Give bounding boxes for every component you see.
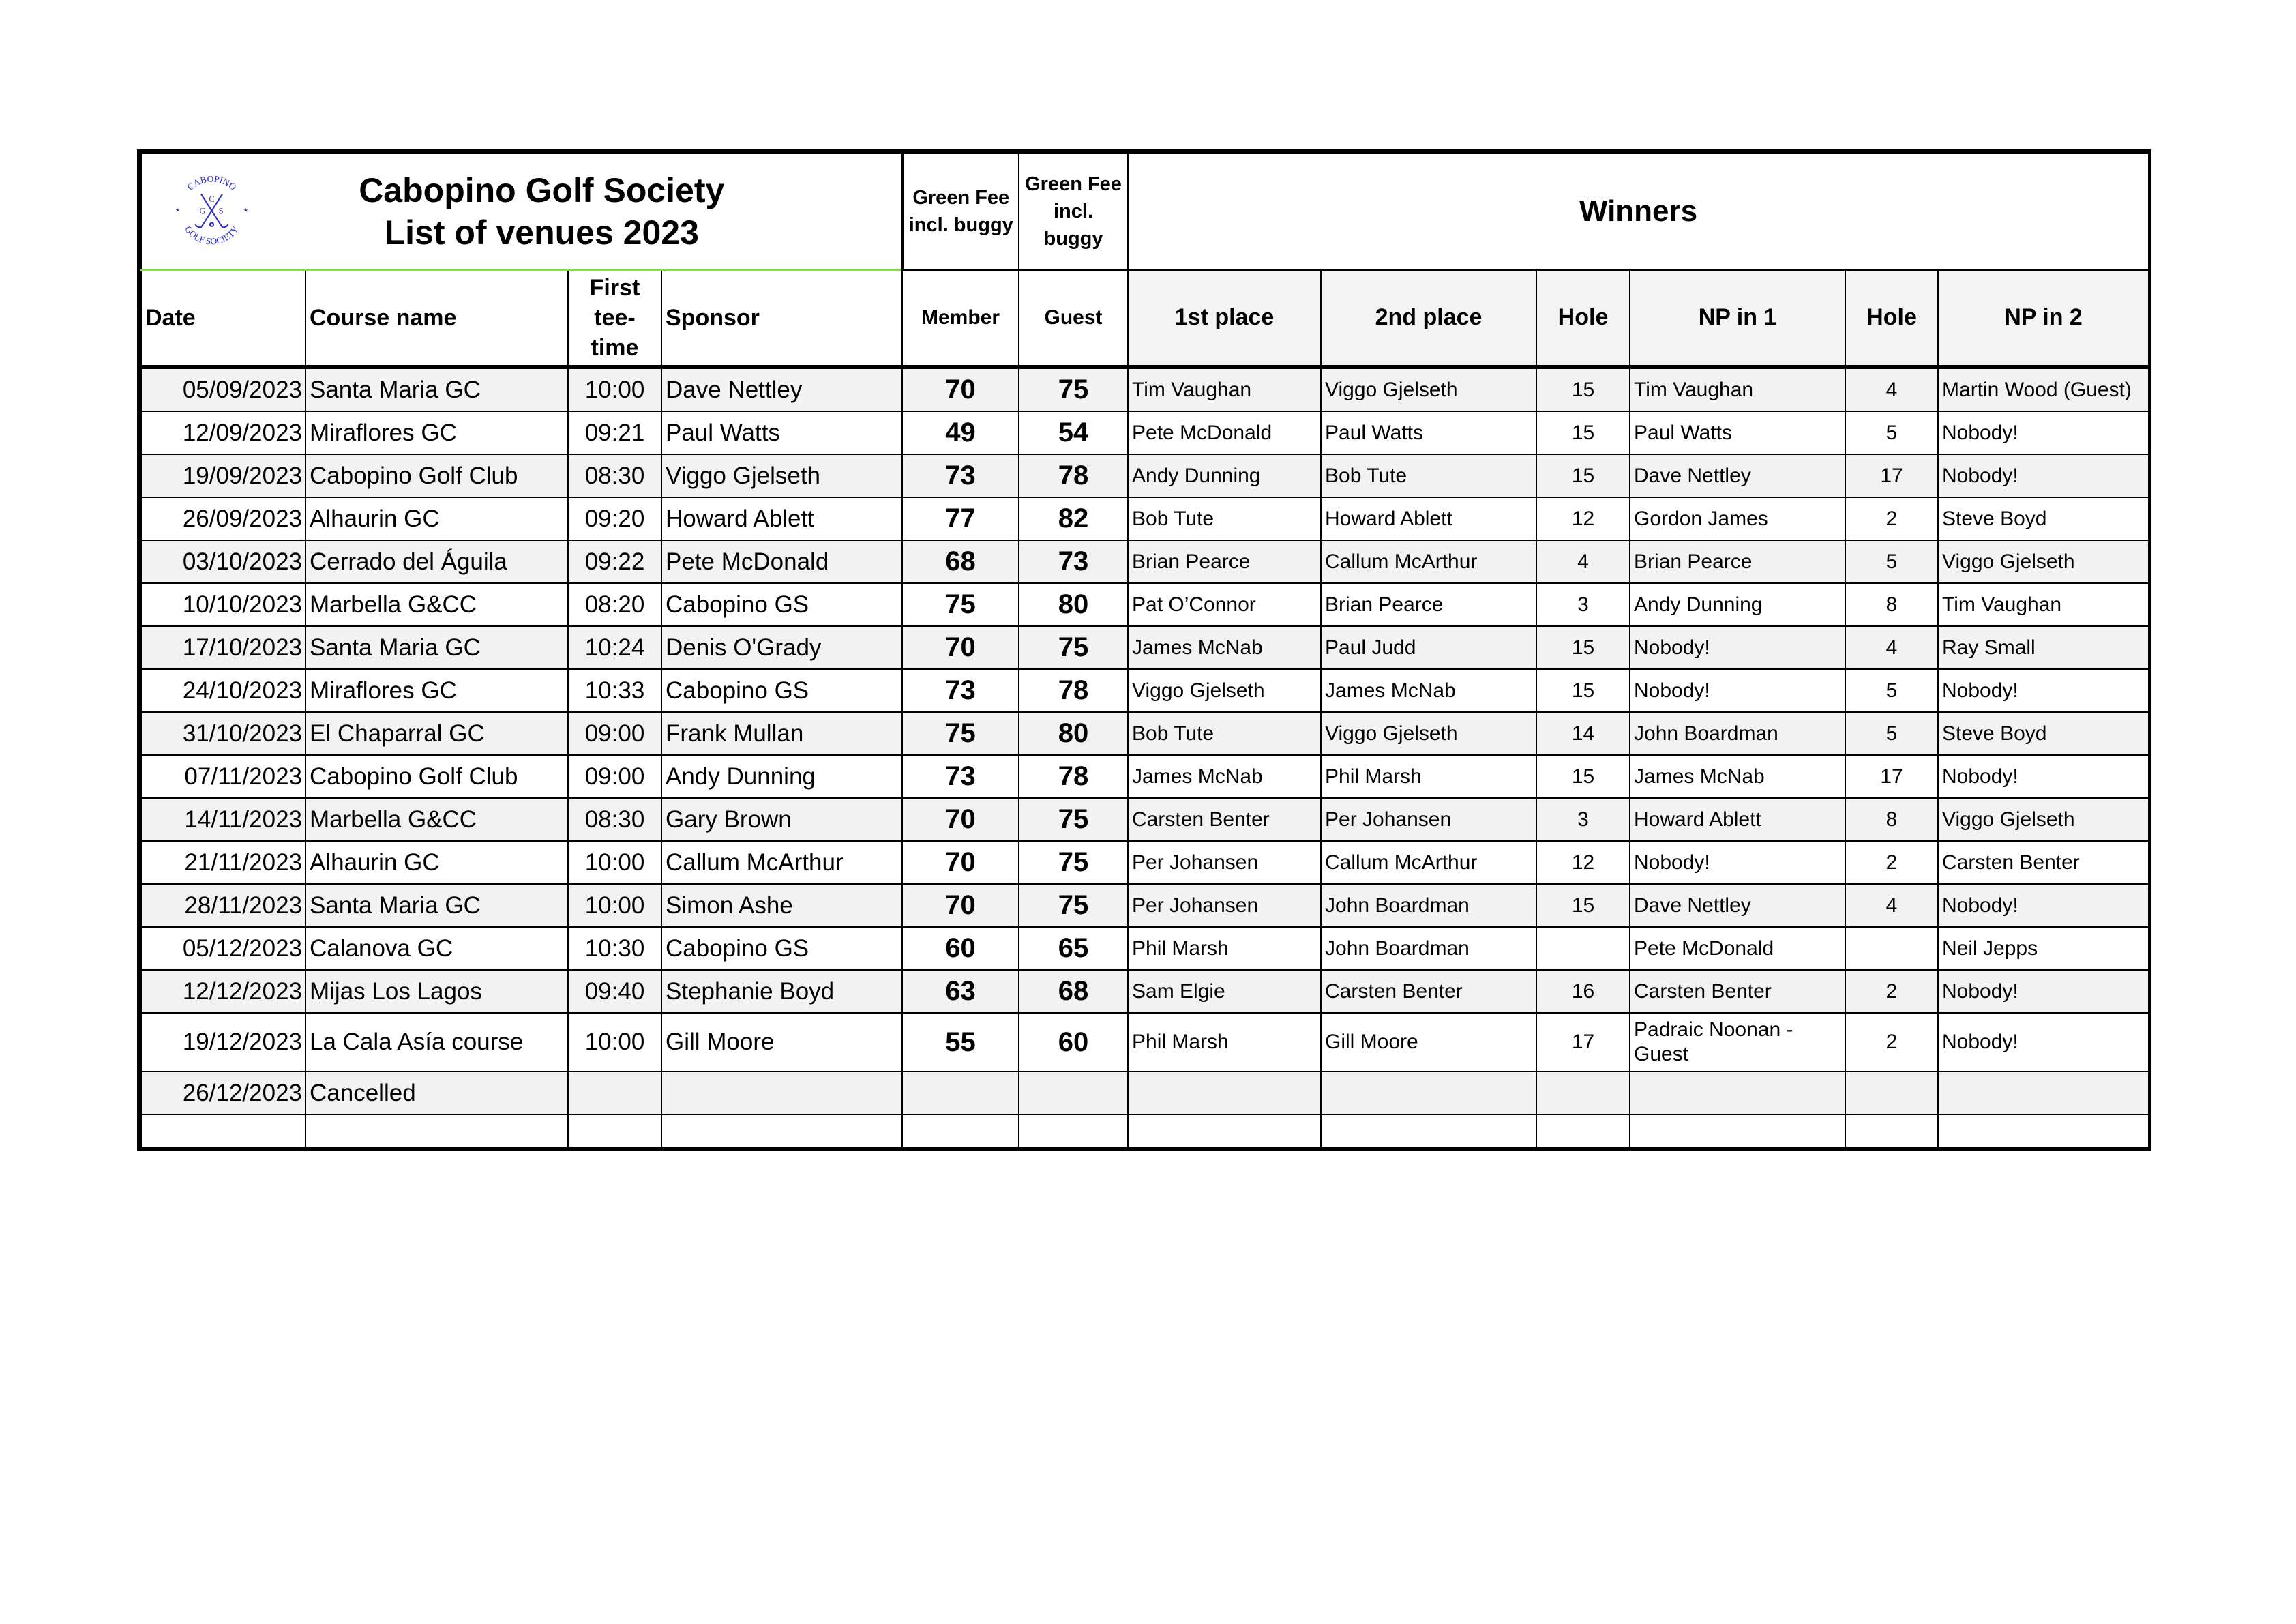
cell-course: Miraflores GC [305,669,568,712]
col-header-tee-time: First tee-time [568,270,661,368]
cell-np-in-2: Viggo Gjelseth [1938,798,2149,841]
cell-sponsor: Paul Watts [661,411,902,454]
cell-np-in-2: Tim Vaughan [1938,583,2149,626]
cell-first-place: Carsten Benter [1128,798,1321,841]
cell-guest-fee: 68 [1019,970,1128,1013]
col-header-np-in-2: NP in 2 [1938,270,2149,368]
col-header-np-in-1: NP in 1 [1630,270,1845,368]
table-row [141,497,2149,540]
cell-hole-1 [1536,1114,1630,1147]
cell-course: La Cala Asía course [305,1013,568,1072]
cell-np-in-1: Gordon James [1630,497,1845,540]
cell-member-fee: 55 [902,1013,1019,1072]
venues-table-sheet [137,149,2151,1151]
title-row [141,153,2149,270]
col-header-hole-1: Hole [1536,270,1630,368]
table-row [141,411,2149,454]
cell-second-place: John Boardman [1321,884,1536,927]
cell-date: 28/11/2023 [141,884,305,927]
cell-second-place: Phil Marsh [1321,755,1536,798]
cell-np-in-2: Carsten Benter [1938,841,2149,884]
cell-second-place: Howard Ablett [1321,497,1536,540]
cell-second-place: Paul Judd [1321,626,1536,669]
venues-body [141,367,2149,1147]
cell-course: Calanova GC [305,927,568,970]
cell-tee-time: 09:21 [568,411,661,454]
cell-course: Cabopino Golf Club [305,454,568,497]
table-row [141,798,2149,841]
cell-guest-fee: 75 [1019,841,1128,884]
cell-sponsor: Frank Mullan [661,712,902,755]
fee-member-group-header: Green Fee incl. buggy [902,153,1019,270]
cell-np-in-2: Nobody! [1938,454,2149,497]
cell-hole-1: 4 [1536,540,1630,583]
cell-guest-fee [1019,1072,1128,1114]
cell-sponsor: Andy Dunning [661,755,902,798]
cell-guest-fee: 82 [1019,497,1128,540]
cell-member-fee: 68 [902,540,1019,583]
title-cell [141,153,902,270]
cell-np-in-1: Howard Ablett [1630,798,1845,841]
cell-first-place: Bob Tute [1128,712,1321,755]
cell-member-fee [902,1114,1019,1147]
crest-text-bottom: GOLF SOCIETY [183,224,241,247]
cell-hole-2: 2 [1845,841,1938,884]
cell-np-in-2 [1938,1072,2149,1114]
table-row [141,583,2149,626]
cell-member-fee: 73 [902,454,1019,497]
cell-np-in-2: Nobody! [1938,1013,2149,1072]
cell-guest-fee: 78 [1019,755,1128,798]
cell-date: 26/12/2023 [141,1072,305,1114]
cell-sponsor: Cabopino GS [661,669,902,712]
cell-tee-time: 10:00 [568,1013,661,1072]
cell-date: 05/12/2023 [141,927,305,970]
cell-guest-fee: 80 [1019,712,1128,755]
cell-tee-time: 09:40 [568,970,661,1013]
cell-course: Cabopino Golf Club [305,755,568,798]
cell-hole-1: 15 [1536,626,1630,669]
cell-second-place: James McNab [1321,669,1536,712]
cell-hole-2: 5 [1845,540,1938,583]
cell-hole-1: 3 [1536,798,1630,841]
cell-hole-2: 5 [1845,411,1938,454]
cell-tee-time: 10:00 [568,367,661,411]
cell-np-in-1: Dave Nettley [1630,884,1845,927]
cell-member-fee: 63 [902,970,1019,1013]
cell-np-in-1 [1630,1114,1845,1147]
cell-date: 31/10/2023 [141,712,305,755]
cell-first-place: Bob Tute [1128,497,1321,540]
cell-hole-1: 12 [1536,841,1630,884]
cell-tee-time: 09:20 [568,497,661,540]
cell-hole-2: 4 [1845,626,1938,669]
cell-np-in-2: Ray Small [1938,626,2149,669]
cell-member-fee: 49 [902,411,1019,454]
cell-date: 17/10/2023 [141,626,305,669]
cell-first-place [1128,1072,1321,1114]
cell-sponsor: Cabopino GS [661,583,902,626]
col-header-first-place: 1st place [1128,270,1321,368]
cell-first-place: Tim Vaughan [1128,367,1321,411]
venues-table [140,153,2149,1148]
cell-sponsor: Howard Ablett [661,497,902,540]
cell-first-place: Sam Elgie [1128,970,1321,1013]
cell-tee-time: 09:00 [568,755,661,798]
col-header-guest: Guest [1019,270,1128,368]
cell-sponsor: Gary Brown [661,798,902,841]
cell-np-in-1: John Boardman [1630,712,1845,755]
cell-second-place [1321,1072,1536,1114]
cell-hole-1 [1536,1072,1630,1114]
table-row [141,970,2149,1013]
cell-tee-time: 08:30 [568,454,661,497]
cell-sponsor: Pete McDonald [661,540,902,583]
cell-member-fee [902,1072,1019,1114]
cell-member-fee: 73 [902,669,1019,712]
cell-hole-2: 8 [1845,583,1938,626]
cell-course: El Chaparral GC [305,712,568,755]
table-row [141,841,2149,884]
svg-text:CABOPINO [185,174,239,192]
cell-first-place: Per Johansen [1128,841,1321,884]
cell-member-fee: 70 [902,798,1019,841]
cell-course: Cancelled [305,1072,568,1114]
cell-tee-time: 10:33 [568,669,661,712]
cell-hole-2: 2 [1845,970,1938,1013]
cell-np-in-2: Martin Wood (Guest) [1938,367,2149,411]
table-row [141,1114,2149,1147]
cell-date: 10/10/2023 [141,583,305,626]
cell-second-place [1321,1114,1536,1147]
cell-sponsor: Viggo Gjelseth [661,454,902,497]
crest-initial-c: C [209,194,215,204]
column-header-row [141,270,2149,368]
cell-np-in-1: Brian Pearce [1630,540,1845,583]
cell-np-in-2: Steve Boyd [1938,497,2149,540]
cell-member-fee: 77 [902,497,1019,540]
col-header-member: Member [902,270,1019,368]
cell-sponsor: Gill Moore [661,1013,902,1072]
cell-hole-1: 15 [1536,367,1630,411]
cell-first-place: Pete McDonald [1128,411,1321,454]
cell-np-in-2: Viggo Gjelseth [1938,540,2149,583]
cell-tee-time: 10:00 [568,884,661,927]
cell-course [305,1114,568,1147]
cell-tee-time: 08:20 [568,583,661,626]
table-row [141,712,2149,755]
cell-hole-1: 17 [1536,1013,1630,1072]
col-header-course: Course name [305,270,568,368]
cell-np-in-2: Nobody! [1938,411,2149,454]
cell-course: Marbella G&CC [305,583,568,626]
crest-initial-g: G [199,206,206,216]
cell-member-fee: 73 [902,755,1019,798]
crest-initial-s: S [218,206,224,216]
cell-hole-1: 15 [1536,411,1630,454]
cell-np-in-1: Carsten Benter [1630,970,1845,1013]
cell-np-in-1: James McNab [1630,755,1845,798]
cell-second-place: Bob Tute [1321,454,1536,497]
cell-hole-1: 3 [1536,583,1630,626]
cell-date: 12/09/2023 [141,411,305,454]
cell-member-fee: 75 [902,583,1019,626]
cell-tee-time [568,1072,661,1114]
cell-hole-2: 17 [1845,454,1938,497]
cell-sponsor: Simon Ashe [661,884,902,927]
cell-hole-1 [1536,927,1630,970]
cell-guest-fee: 75 [1019,884,1128,927]
cell-hole-2: 17 [1845,755,1938,798]
cell-course: Cerrado del Águila [305,540,568,583]
cell-date: 12/12/2023 [141,970,305,1013]
cell-np-in-1: Paul Watts [1630,411,1845,454]
cell-guest-fee: 73 [1019,540,1128,583]
cell-sponsor [661,1072,902,1114]
cell-sponsor: Cabopino GS [661,927,902,970]
cell-first-place [1128,1114,1321,1147]
cell-np-in-1: Nobody! [1630,626,1845,669]
table-row [141,1013,2149,1072]
cell-tee-time: 10:24 [568,626,661,669]
cell-hole-2 [1845,1114,1938,1147]
cell-np-in-1: Padraic Noonan - Guest [1630,1013,1845,1072]
cell-hole-1: 15 [1536,669,1630,712]
cell-sponsor: Denis O'Grady [661,626,902,669]
cell-guest-fee: 54 [1019,411,1128,454]
table-row [141,540,2149,583]
cell-tee-time: 09:22 [568,540,661,583]
svg-text:GOLF SOCIETY [183,224,241,246]
fee-guest-group-header: Green Fee incl. buggy [1019,153,1128,270]
cell-course: Marbella G&CC [305,798,568,841]
table-row [141,927,2149,970]
cell-date: 14/11/2023 [141,798,305,841]
winners-group-header: Winners [1128,153,2149,270]
cell-course: Miraflores GC [305,411,568,454]
cell-second-place: John Boardman [1321,927,1536,970]
cell-date: 19/12/2023 [141,1013,305,1072]
cell-second-place: Viggo Gjelseth [1321,712,1536,755]
cell-second-place: Per Johansen [1321,798,1536,841]
cell-hole-2: 2 [1845,497,1938,540]
cell-second-place: Callum McArthur [1321,841,1536,884]
cell-guest-fee [1019,1114,1128,1147]
cell-guest-fee: 60 [1019,1013,1128,1072]
cell-hole-1: 15 [1536,454,1630,497]
col-header-date: Date [141,270,305,368]
cell-first-place: Brian Pearce [1128,540,1321,583]
cell-np-in-1: Dave Nettley [1630,454,1845,497]
cell-tee-time [568,1114,661,1147]
cell-second-place: Callum McArthur [1321,540,1536,583]
page-title: Cabopino Golf Society [359,171,725,209]
cell-hole-2: 2 [1845,1013,1938,1072]
cell-sponsor: Callum McArthur [661,841,902,884]
cell-np-in-2: Steve Boyd [1938,712,2149,755]
cell-first-place: Viggo Gjelseth [1128,669,1321,712]
cell-second-place: Paul Watts [1321,411,1536,454]
cell-np-in-2: Nobody! [1938,755,2149,798]
cell-np-in-2: Nobody! [1938,884,2149,927]
cell-guest-fee: 80 [1019,583,1128,626]
cell-second-place: Carsten Benter [1321,970,1536,1013]
cell-np-in-1: Pete McDonald [1630,927,1845,970]
cell-course: Santa Maria GC [305,626,568,669]
cell-hole-1: 14 [1536,712,1630,755]
cell-date: 24/10/2023 [141,669,305,712]
cell-sponsor: Stephanie Boyd [661,970,902,1013]
cell-guest-fee: 75 [1019,367,1128,411]
cell-first-place: Andy Dunning [1128,454,1321,497]
cell-np-in-1 [1630,1072,1845,1114]
cell-hole-2: 5 [1845,669,1938,712]
cell-member-fee: 70 [902,884,1019,927]
cell-first-place: Phil Marsh [1128,1013,1321,1072]
cell-hole-2: 4 [1845,884,1938,927]
cell-guest-fee: 75 [1019,626,1128,669]
cell-first-place: James McNab [1128,755,1321,798]
col-header-second-place: 2nd place [1321,270,1536,368]
cell-np-in-2 [1938,1114,2149,1147]
cell-date: 19/09/2023 [141,454,305,497]
cell-course: Santa Maria GC [305,884,568,927]
cell-np-in-1: Tim Vaughan [1630,367,1845,411]
cell-tee-time: 08:30 [568,798,661,841]
cell-np-in-1: Andy Dunning [1630,583,1845,626]
golf-society-crest-icon [169,169,254,254]
cell-hole-1: 16 [1536,970,1630,1013]
cell-member-fee: 75 [902,712,1019,755]
cell-np-in-2: Neil Jepps [1938,927,2149,970]
table-row [141,884,2149,927]
star-icon-right [243,208,248,211]
cell-course: Santa Maria GC [305,367,568,411]
cell-guest-fee: 78 [1019,669,1128,712]
cell-sponsor [661,1114,902,1147]
cell-hole-1: 12 [1536,497,1630,540]
cell-course: Alhaurin GC [305,841,568,884]
crest-text-top: CABOPINO [185,173,239,192]
cell-np-in-2: Nobody! [1938,669,2149,712]
cell-np-in-2: Nobody! [1938,970,2149,1013]
star-icon-left [175,208,179,211]
cell-sponsor: Dave Nettley [661,367,902,411]
cell-first-place: Pat O’Connor [1128,583,1321,626]
cell-course: Alhaurin GC [305,497,568,540]
cell-date: 26/09/2023 [141,497,305,540]
col-header-sponsor: Sponsor [661,270,902,368]
cell-guest-fee: 78 [1019,454,1128,497]
page-subtitle: List of venues 2023 [384,213,699,252]
table-row [141,367,2149,411]
cell-hole-1: 15 [1536,755,1630,798]
cell-date: 07/11/2023 [141,755,305,798]
cell-np-in-1: Nobody! [1630,669,1845,712]
cell-second-place: Brian Pearce [1321,583,1536,626]
cell-tee-time: 10:00 [568,841,661,884]
cell-first-place: Phil Marsh [1128,927,1321,970]
cell-tee-time: 10:30 [568,927,661,970]
cell-first-place: Per Johansen [1128,884,1321,927]
cell-member-fee: 60 [902,927,1019,970]
cell-hole-2: 5 [1845,712,1938,755]
table-row [141,755,2149,798]
table-row [141,1072,2149,1114]
cell-hole-1: 15 [1536,884,1630,927]
cell-first-place: James McNab [1128,626,1321,669]
cell-member-fee: 70 [902,626,1019,669]
cell-guest-fee: 75 [1019,798,1128,841]
cell-member-fee: 70 [902,367,1019,411]
cell-date: 03/10/2023 [141,540,305,583]
cell-second-place: Viggo Gjelseth [1321,367,1536,411]
cell-hole-2 [1845,1072,1938,1114]
cell-date: 05/09/2023 [141,367,305,411]
cell-date: 21/11/2023 [141,841,305,884]
cell-hole-2: 8 [1845,798,1938,841]
table-row [141,626,2149,669]
cell-hole-2 [1845,927,1938,970]
cell-guest-fee: 65 [1019,927,1128,970]
cell-tee-time: 09:00 [568,712,661,755]
table-row [141,454,2149,497]
cell-course: Mijas Los Lagos [305,970,568,1013]
cell-hole-2: 4 [1845,367,1938,411]
col-header-hole-2: Hole [1845,270,1938,368]
table-row [141,669,2149,712]
cell-second-place: Gill Moore [1321,1013,1536,1072]
cell-member-fee: 70 [902,841,1019,884]
cell-np-in-1: Nobody! [1630,841,1845,884]
cell-date [141,1114,305,1147]
